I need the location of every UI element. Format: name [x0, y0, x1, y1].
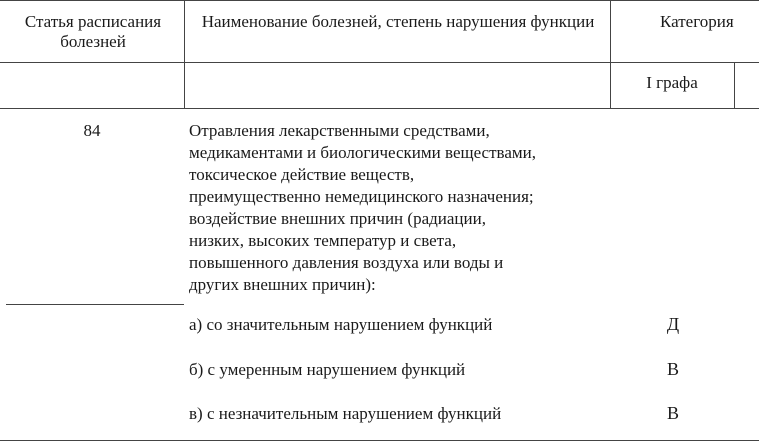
- table-bottom-border: [0, 440, 759, 441]
- description-line: преимущественно немедицинского назначения;: [189, 187, 534, 206]
- table-top-border: [0, 0, 759, 1]
- article-cell-divider: [6, 304, 184, 305]
- item-category-b: В: [666, 359, 679, 379]
- article-number: 84: [83, 121, 101, 140]
- column-divider-name: [610, 0, 611, 108]
- header-mid-border: [0, 62, 759, 63]
- description-line: токсическое действие веществ,: [189, 165, 415, 184]
- item-label-c: в) с незначительным нарушением функций: [189, 404, 502, 423]
- header-article: Статья расписания болезней: [24, 12, 162, 51]
- description-line: других внешних причин):: [189, 275, 376, 294]
- description-line: Отравления лекарственными средствами,: [189, 121, 490, 140]
- description-line: воздействие внешних причин (радиации,: [189, 209, 486, 228]
- item-label-a: а) со значительным нарушением функций: [189, 315, 493, 334]
- column-divider-article: [184, 0, 185, 108]
- item-category-c: В: [666, 403, 679, 423]
- header-graph-1: I графа: [646, 73, 698, 92]
- column-divider-graph1: [734, 62, 735, 108]
- description-line: низких, высоких температур и света,: [189, 231, 457, 250]
- header-category: Категория: [660, 12, 734, 31]
- description-line: повышенного давления воздуха или воды и: [189, 253, 504, 272]
- header-bottom-border: [0, 108, 759, 109]
- disease-description: [189, 120, 609, 296]
- item-category-a: Д: [666, 314, 680, 334]
- item-label-b: б) с умеренным нарушением функций: [189, 360, 466, 379]
- header-name: Наименование болезней, степень нарушения функции: [201, 12, 595, 31]
- description-line: медикаментами и биологическими веществами,: [189, 143, 536, 162]
